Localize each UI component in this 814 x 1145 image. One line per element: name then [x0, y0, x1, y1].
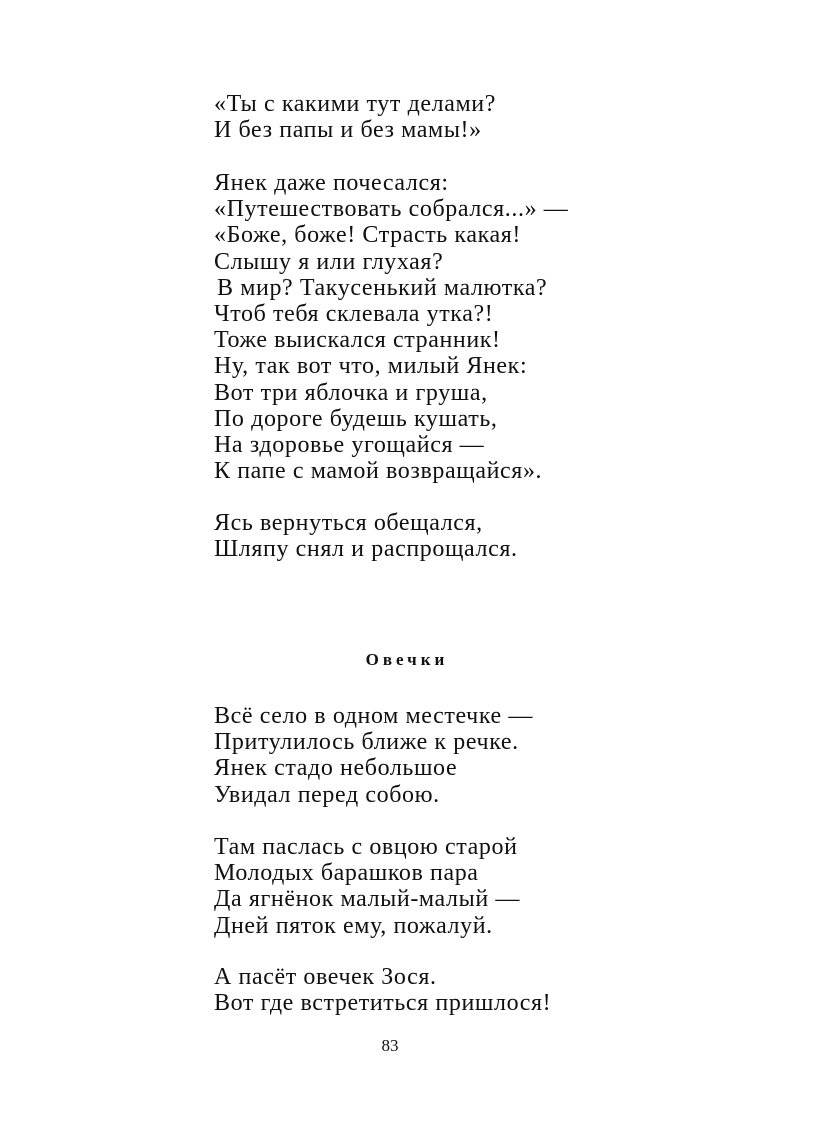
poem-line: Всё село в одном местечке —	[214, 703, 533, 729]
poem-line: Чтоб тебя склевала утка?!	[214, 300, 494, 327]
poem-line: Янек стадо небольшое	[214, 755, 458, 782]
poem-line: «Путешествовать собрался...» —	[214, 196, 569, 223]
poem-line: Да ягнёнок малый-малый —	[214, 886, 520, 913]
poem-line: Шляпу снял и распрощался.	[214, 536, 518, 563]
poem-line: Ясь вернуться обещался,	[214, 510, 483, 536]
poem-line: На здоровье угощайся —	[214, 431, 485, 458]
poem-line: К папе с мамой возвращайся».	[214, 458, 543, 485]
poem-line: Ну, так вот что, милый Янек:	[214, 353, 528, 380]
section-title: Овечки	[365, 650, 449, 669]
poem-line: Янек даже почесался:	[214, 170, 449, 196]
poem-line: Дней пяток ему, пожалуй.	[214, 912, 493, 939]
stanza-3	[214, 510, 518, 562]
poem-line: Тоже выискался странник!	[214, 327, 501, 354]
stanza-1	[214, 91, 496, 143]
poem-line: Там паслась с овцою старой	[214, 834, 518, 860]
poem-line: По дороге будешь кушать,	[214, 405, 498, 432]
poem-line: «Ты с какими тут делами?	[214, 91, 496, 117]
stanza-4	[214, 703, 533, 808]
poem-line: Вот где встретиться пришлося!	[214, 990, 552, 1017]
poem-line: Молодых барашков пара	[214, 860, 479, 887]
poem-line: Слышу я или глухая?	[214, 248, 444, 275]
poem-line: А пасёт овечек Зося.	[214, 964, 437, 990]
poem-line: Притулилось ближе к речке.	[214, 729, 519, 756]
page-number: 83	[381, 1036, 399, 1055]
poem-line: И без папы и без мамы!»	[214, 117, 482, 144]
poem-line: Увидал перед собою.	[214, 781, 440, 808]
stanza-6	[214, 964, 551, 1016]
stanza-2	[214, 170, 568, 484]
poem-line: Вот три яблочка и груша,	[214, 379, 488, 406]
stanza-5	[214, 834, 520, 939]
poem-line: В мир? Такусенький малютка?	[217, 274, 548, 301]
poem-line: «Боже, боже! Страсть какая!	[214, 222, 521, 249]
